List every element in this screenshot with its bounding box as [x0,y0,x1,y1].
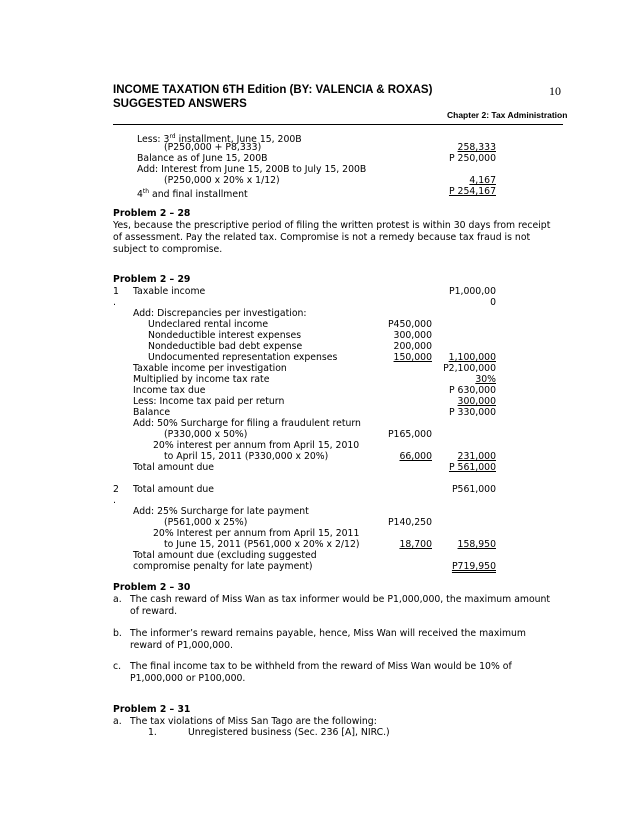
total-due-amount: P 561,000 [448,462,496,473]
taxable-income-amount-cont: 0 [490,297,496,308]
total-due-2-label: Total amount due [133,484,215,495]
problem-2-30-a-text: The cash reward of Miss Wan as tax informer would be P1,000,000, the maximum amount [130,594,551,605]
tax-due-amount: P 630,000 [448,385,496,396]
final-total-amount: P719,950 [451,561,496,572]
list-item-text: Unregistered business (Sec. 236 [A], NIRC.) [188,727,390,738]
discrepancy-total: 1,100,000 [448,352,496,363]
discrepancy-amount: 300,000 [393,330,432,341]
discrepancy-label: Nondeductible interest expenses [148,330,302,341]
discrepancy-label: Undeclared rental income [148,319,269,330]
final-installment-amount: P 254,167 [448,186,496,197]
add-interest-label: Add: Interest from June 15, 200B to July 15, 200B [137,164,367,175]
late-interest-detail: to June 15, 2011 (P561,000 x 20% x 2/12) [164,539,360,550]
problem-2-30-heading: Problem 2 – 30 [113,582,191,593]
final-installment-label: 4th and final installment [137,188,248,201]
discrepancies-label: Add: Discrepancies per investigation: [133,308,307,319]
discrepancy-amount: P450,000 [387,319,432,330]
list-marker: c. [113,661,122,672]
balance-amount: P 250,000 [448,153,496,164]
balance-amount: P 330,000 [448,407,496,418]
less-installment-label: Less: 3rd installment, June 15, 200B [137,133,302,146]
problem-2-30-a-text: of reward. [130,606,178,617]
late-surcharge-detail: (P561,000 x 25%) [164,517,248,528]
chapter-label: Chapter 2: Tax Administration [447,110,568,120]
tax-due-label: Income tax due [133,385,206,396]
late-interest-amount: 18,700 [399,539,432,550]
problem-2-30-b-text: reward of P1,000,000. [130,640,233,651]
page-number: 10 [549,84,561,98]
balance-label: Balance as of June 15, 200B [137,153,268,164]
balance-label: Balance [133,407,171,418]
problem-2-28-line: Yes, because the prescriptive period of filing the written protest is within 30 days from receipt [113,220,551,231]
problem-2-30-c-text: The final income tax to be withheld from the reward of Miss Wan would be 10% of [130,661,512,672]
document-subtitle: SUGGESTED ANSWERS [113,98,247,110]
header-rule [113,124,563,125]
list-marker: a. [113,594,122,605]
total-due-2-amount: P561,000 [451,484,496,495]
discrepancy-label: Nondeductible bad debt expense [148,341,303,352]
problem-2-31-heading: Problem 2 – 31 [113,704,191,715]
surcharge-label: Add: 50% Surcharge for filing a fraudulent return [133,418,361,429]
list-marker: b. [113,628,122,639]
interest-detail: to April 15, 2011 (P330,000 x 20%) [164,451,329,462]
discrepancy-amount: 200,000 [393,341,432,352]
surcharge-amount: P165,000 [387,429,432,440]
taxable-income-amount: P1,000,00 [448,286,496,297]
less-installment-amount: 258,333 [457,142,496,153]
final-total-label-cont: compromise penalty for late payment) [133,561,313,572]
item-number: 2 [113,484,119,495]
discrepancy-amount: 150,000 [393,352,432,363]
late-interest-label: 20% Interest per annum from April 15, 2011 [153,528,360,539]
add-interest-detail: (P250,000 x 20% x 1/12) [164,175,280,186]
late-surcharge-amount: P140,250 [387,517,432,528]
discrepancy-label: Undocumented representation expenses [148,352,338,363]
taxable-income-investigation-amount: P2,100,000 [443,363,496,374]
problem-2-30-b-text: The informer’s reward remains payable, hence, Miss Wan will received the maximum [130,628,526,639]
interest-total: 231,000 [457,451,496,462]
total-due-label: Total amount due [133,462,215,473]
document-title: INCOME TAXATION 6TH Edition (BY: VALENCIA & ROXAS) [113,84,433,96]
problem-2-31-a-text: The tax violations of Miss San Tago are the following: [130,716,377,727]
less-tax-paid-amount: 300,000 [457,396,496,407]
problem-2-28-line: of assessment. Pay the related tax. Compromise is not a remedy because tax fraud is not [113,232,531,243]
surcharge-detail: (P330,000 x 50%) [164,429,248,440]
item-number-dot: . [113,495,116,506]
problem-2-28-line: subject to compromise. [113,244,223,255]
interest-label: 20% interest per annum from April 15, 2010 [153,440,360,451]
late-interest-total: 158,950 [457,539,496,550]
less-installment-detail: (P250,000 + P8,333) [164,142,262,153]
tax-rate-label: Multiplied by income tax rate [133,374,270,385]
item-number: 1 [113,286,119,297]
taxable-income-label: Taxable income [133,286,206,297]
list-item-number: 1. [148,727,157,738]
problem-2-30-c-text: P1,000,000 or P100,000. [130,673,246,684]
problem-2-29-heading: Problem 2 – 29 [113,274,191,285]
list-marker: a. [113,716,122,727]
add-interest-amount: 4,167 [469,175,496,186]
tax-rate-amount: 30% [475,374,496,385]
late-surcharge-label: Add: 25% Surcharge for late payment [133,506,309,517]
taxable-income-investigation-label: Taxable income per investigation [133,363,287,374]
final-total-label: Total amount due (excluding suggested [133,550,317,561]
item-number-dot: . [113,297,116,308]
interest-amount: 66,000 [399,451,432,462]
less-tax-paid-label: Less: Income tax paid per return [133,396,285,407]
problem-2-28-heading: Problem 2 – 28 [113,208,191,219]
